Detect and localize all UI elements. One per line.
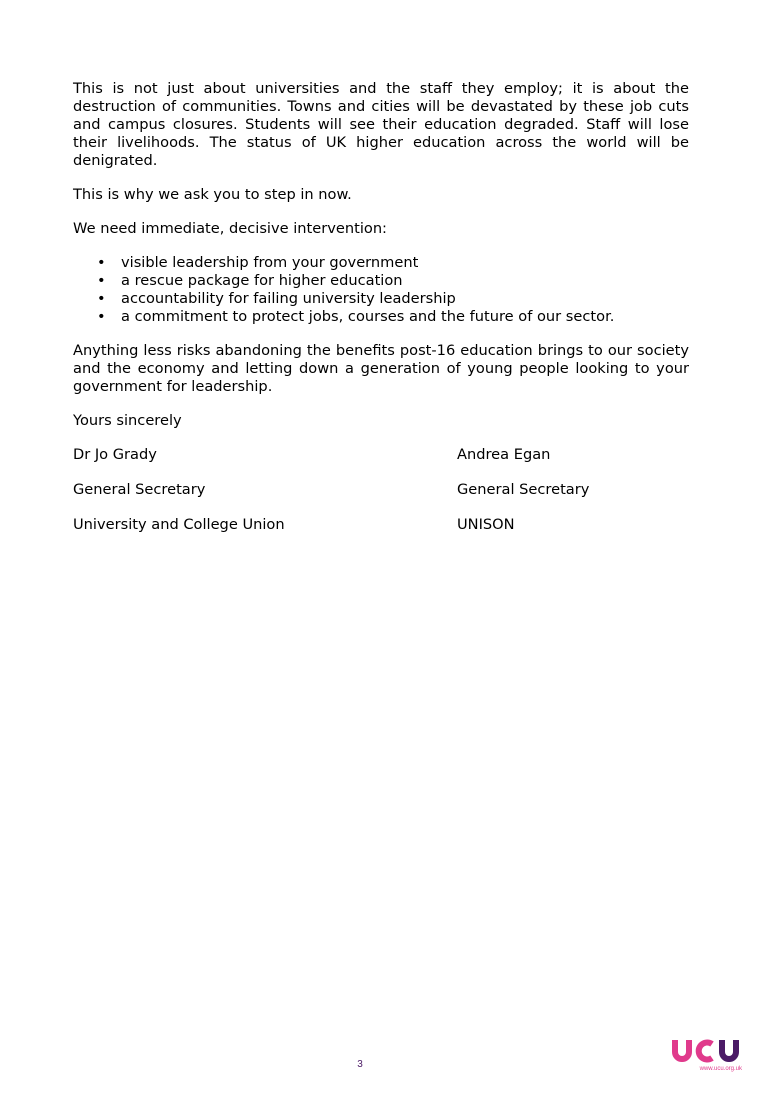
signatory-role: General Secretary	[73, 481, 206, 498]
signatory-role: General Secretary	[457, 481, 590, 498]
bullet-icon: •	[97, 272, 106, 289]
list-item	[73, 308, 689, 326]
list-item	[73, 272, 689, 290]
signatory-name-row	[73, 446, 689, 464]
demands-list	[73, 254, 689, 326]
list-item	[73, 290, 689, 308]
page-number: 3	[357, 1059, 363, 1070]
list-item-text: visible leadership from your government	[121, 254, 419, 271]
ucu-logo-icon	[672, 1036, 744, 1064]
signatory-organisation: University and College Union	[73, 516, 285, 533]
bullet-icon: •	[97, 254, 106, 271]
signatory-name: Andrea Egan	[457, 446, 551, 463]
bullet-icon: •	[97, 308, 106, 325]
list-item-text: accountability for failing university leadership	[121, 290, 456, 307]
paragraph: Anything less risks abandoning the benefits post-16 education brings to our society and the economy and letting down a generation of young people looking to your government for leadership.	[73, 342, 689, 395]
paragraph: This is why we ask you to step in now.	[73, 186, 352, 203]
paragraph: We need immediate, decisive intervention:	[73, 220, 387, 237]
list-item-text: a rescue package for higher education	[121, 272, 403, 289]
signatory-organisation: UNISON	[457, 516, 515, 533]
list-item	[73, 254, 689, 272]
signatory-role-row	[73, 481, 689, 499]
ucu-logo	[672, 1036, 746, 1072]
letter-body	[73, 80, 689, 551]
list-item-text: a commitment to protect jobs, courses and the future of our sector.	[121, 308, 615, 325]
paragraph: This is not just about universities and the staff they employ; it is about the destruction of communities. Towns and cities will be devastated by these job cuts and campus closures. Students will see their education degraded. Staff will lose their livelihoods. The status of UK higher education across the world will be denigrated.	[73, 80, 689, 169]
signatory-name: Dr Jo Grady	[73, 446, 157, 463]
signatory-organisation-row	[73, 516, 689, 534]
logo-url: www.ucu.org.uk	[699, 1066, 742, 1072]
bullet-icon: •	[97, 290, 106, 307]
closing: Yours sincerely	[73, 412, 182, 429]
